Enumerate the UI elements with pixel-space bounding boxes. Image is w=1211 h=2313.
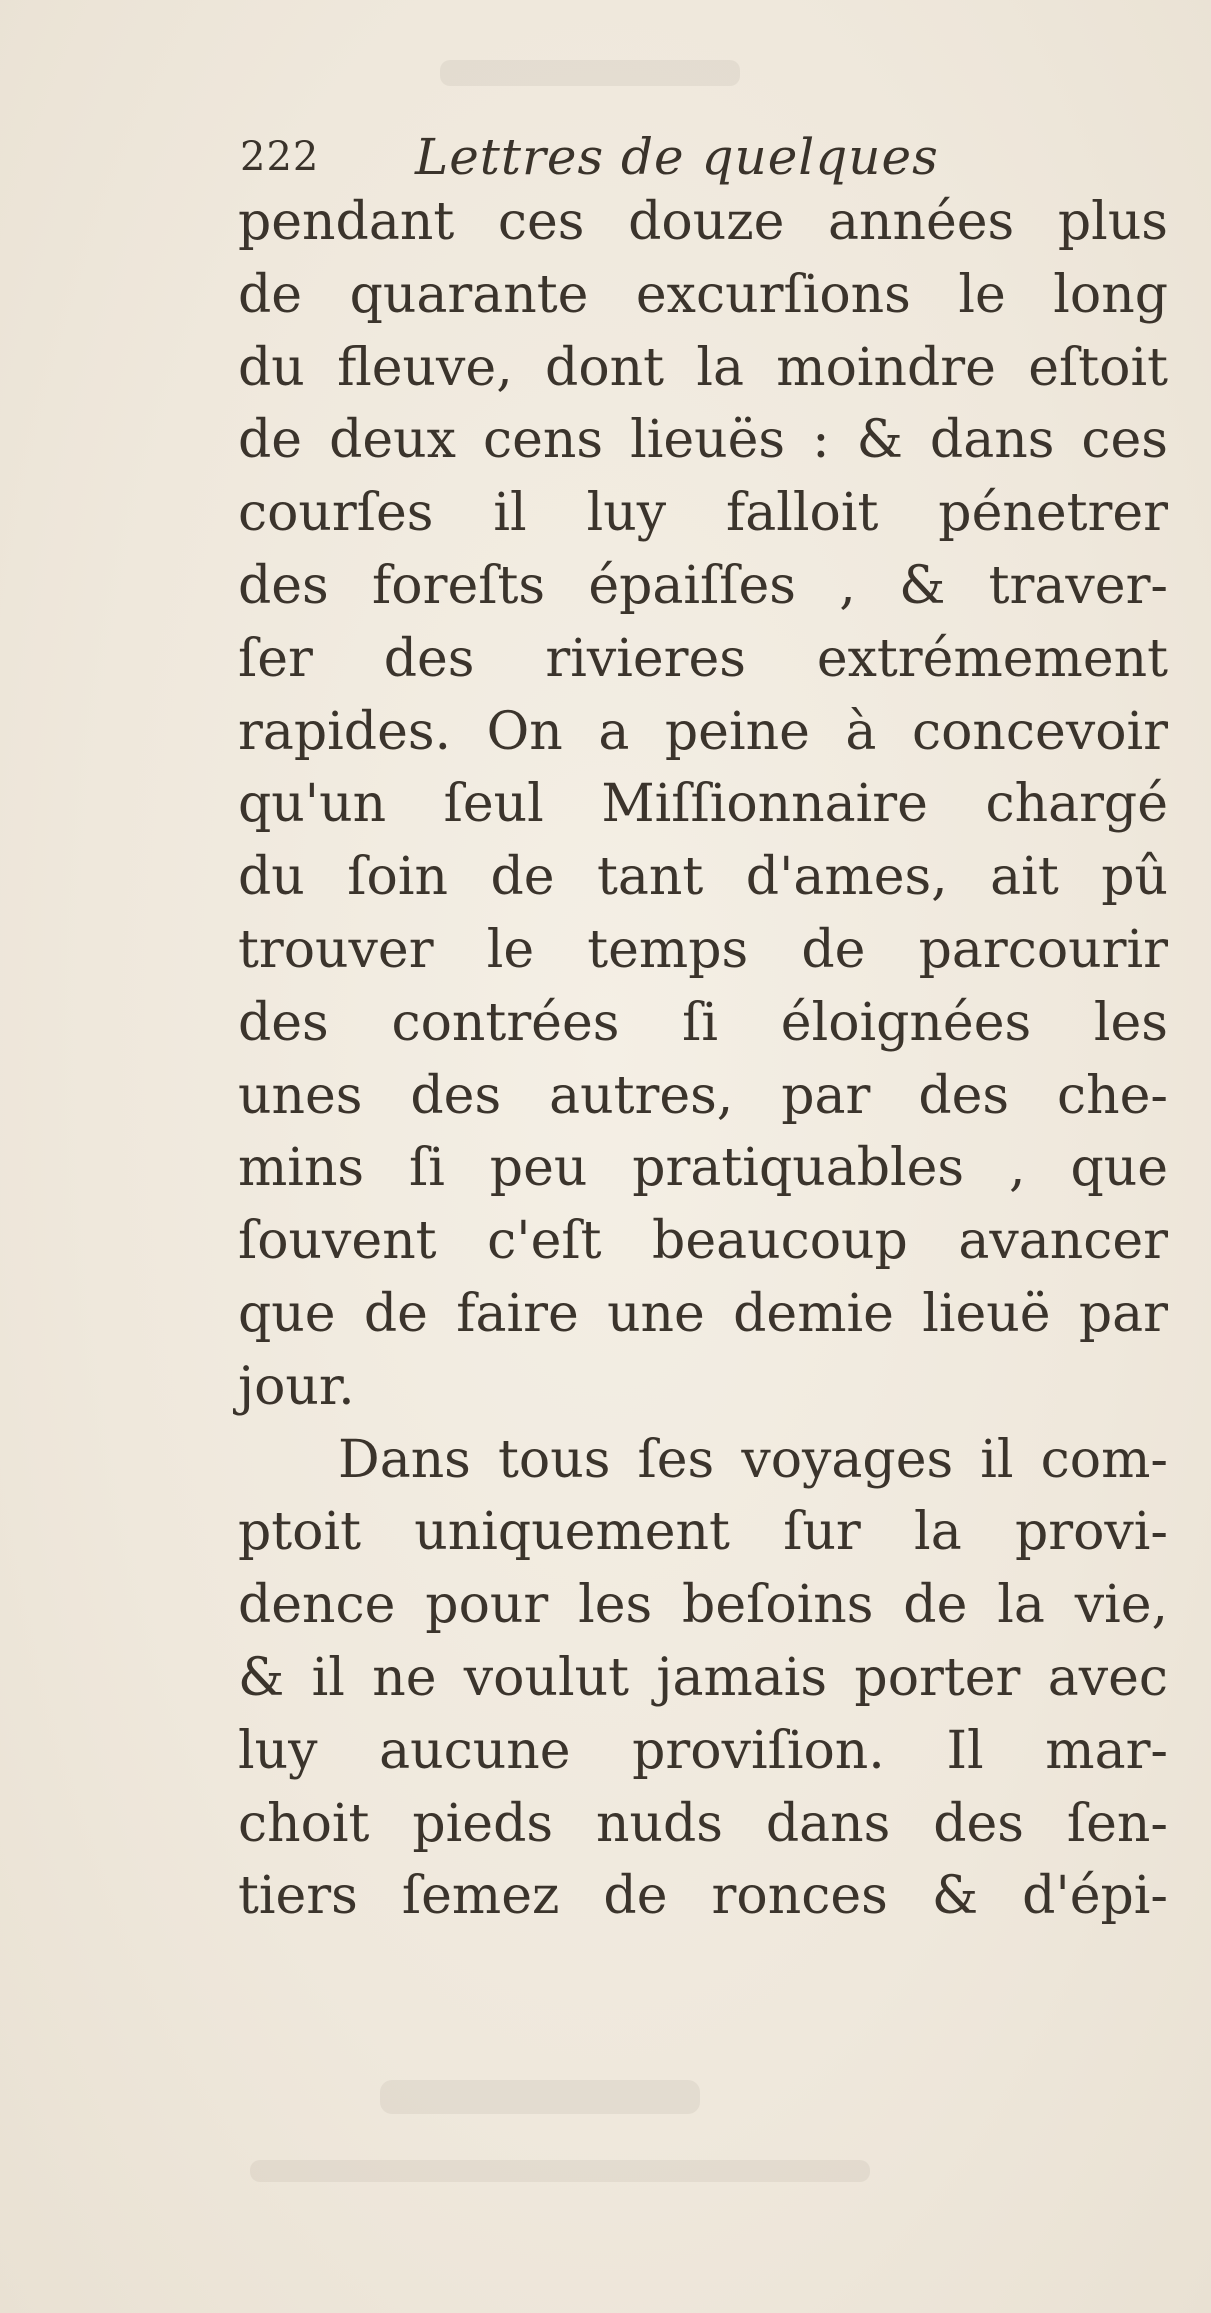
text-line: ptoit uniquement ſur la provi- bbox=[238, 1502, 1168, 1563]
text-line: que de faire une demie lieuë par bbox=[238, 1283, 1168, 1344]
text-line: courſes il luy falloit pénetrer bbox=[238, 483, 1168, 544]
text-line: de quarante excurſions le long bbox=[238, 264, 1168, 325]
body-text bbox=[238, 186, 1168, 1933]
text-line: rapides. On a peine à concevoir bbox=[238, 701, 1168, 762]
text-line: choit pieds nuds dans des ſen- bbox=[238, 1793, 1168, 1854]
running-title: Lettres de quelques bbox=[415, 128, 939, 186]
text-line: des foreſts épaiſſes , & traver- bbox=[238, 555, 1168, 616]
text-line: unes des autres, par des che- bbox=[238, 1065, 1168, 1126]
text-line: des contrées ſi éloignées les bbox=[238, 992, 1168, 1053]
text-line: du fleuve, dont la moindre eſtoit bbox=[238, 337, 1168, 398]
text-line: trouver le temps de parcourir bbox=[238, 919, 1168, 980]
text-line: tiers ſemez de ronces & d'épi- bbox=[238, 1866, 1168, 1927]
page-number: 222 bbox=[240, 134, 320, 180]
text-line: de deux cens lieuës : & dans ces bbox=[238, 410, 1168, 471]
text-line: jour. bbox=[238, 1356, 355, 1417]
text-line: luy aucune proviſion. Il mar- bbox=[238, 1720, 1168, 1781]
text-line: Dans tous ſes voyages il com- bbox=[338, 1429, 1168, 1490]
text-line: pendant ces douze années plus bbox=[238, 192, 1168, 252]
text-line: & il ne voulut jamais porter avec bbox=[238, 1647, 1168, 1708]
text-line: ſer des rivieres extrémement bbox=[238, 628, 1168, 689]
text-line: dence pour les beſoins de la vie, bbox=[238, 1575, 1168, 1636]
text-line: ſouvent c'eſt beaucoup avancer bbox=[238, 1211, 1168, 1272]
text-line: mins ſi peu pratiquables , que bbox=[238, 1138, 1168, 1199]
text-line: qu'un ſeul Miſſionnaire chargé bbox=[238, 774, 1168, 835]
text-line: du ſoin de tant d'ames, ait pû bbox=[238, 847, 1168, 908]
